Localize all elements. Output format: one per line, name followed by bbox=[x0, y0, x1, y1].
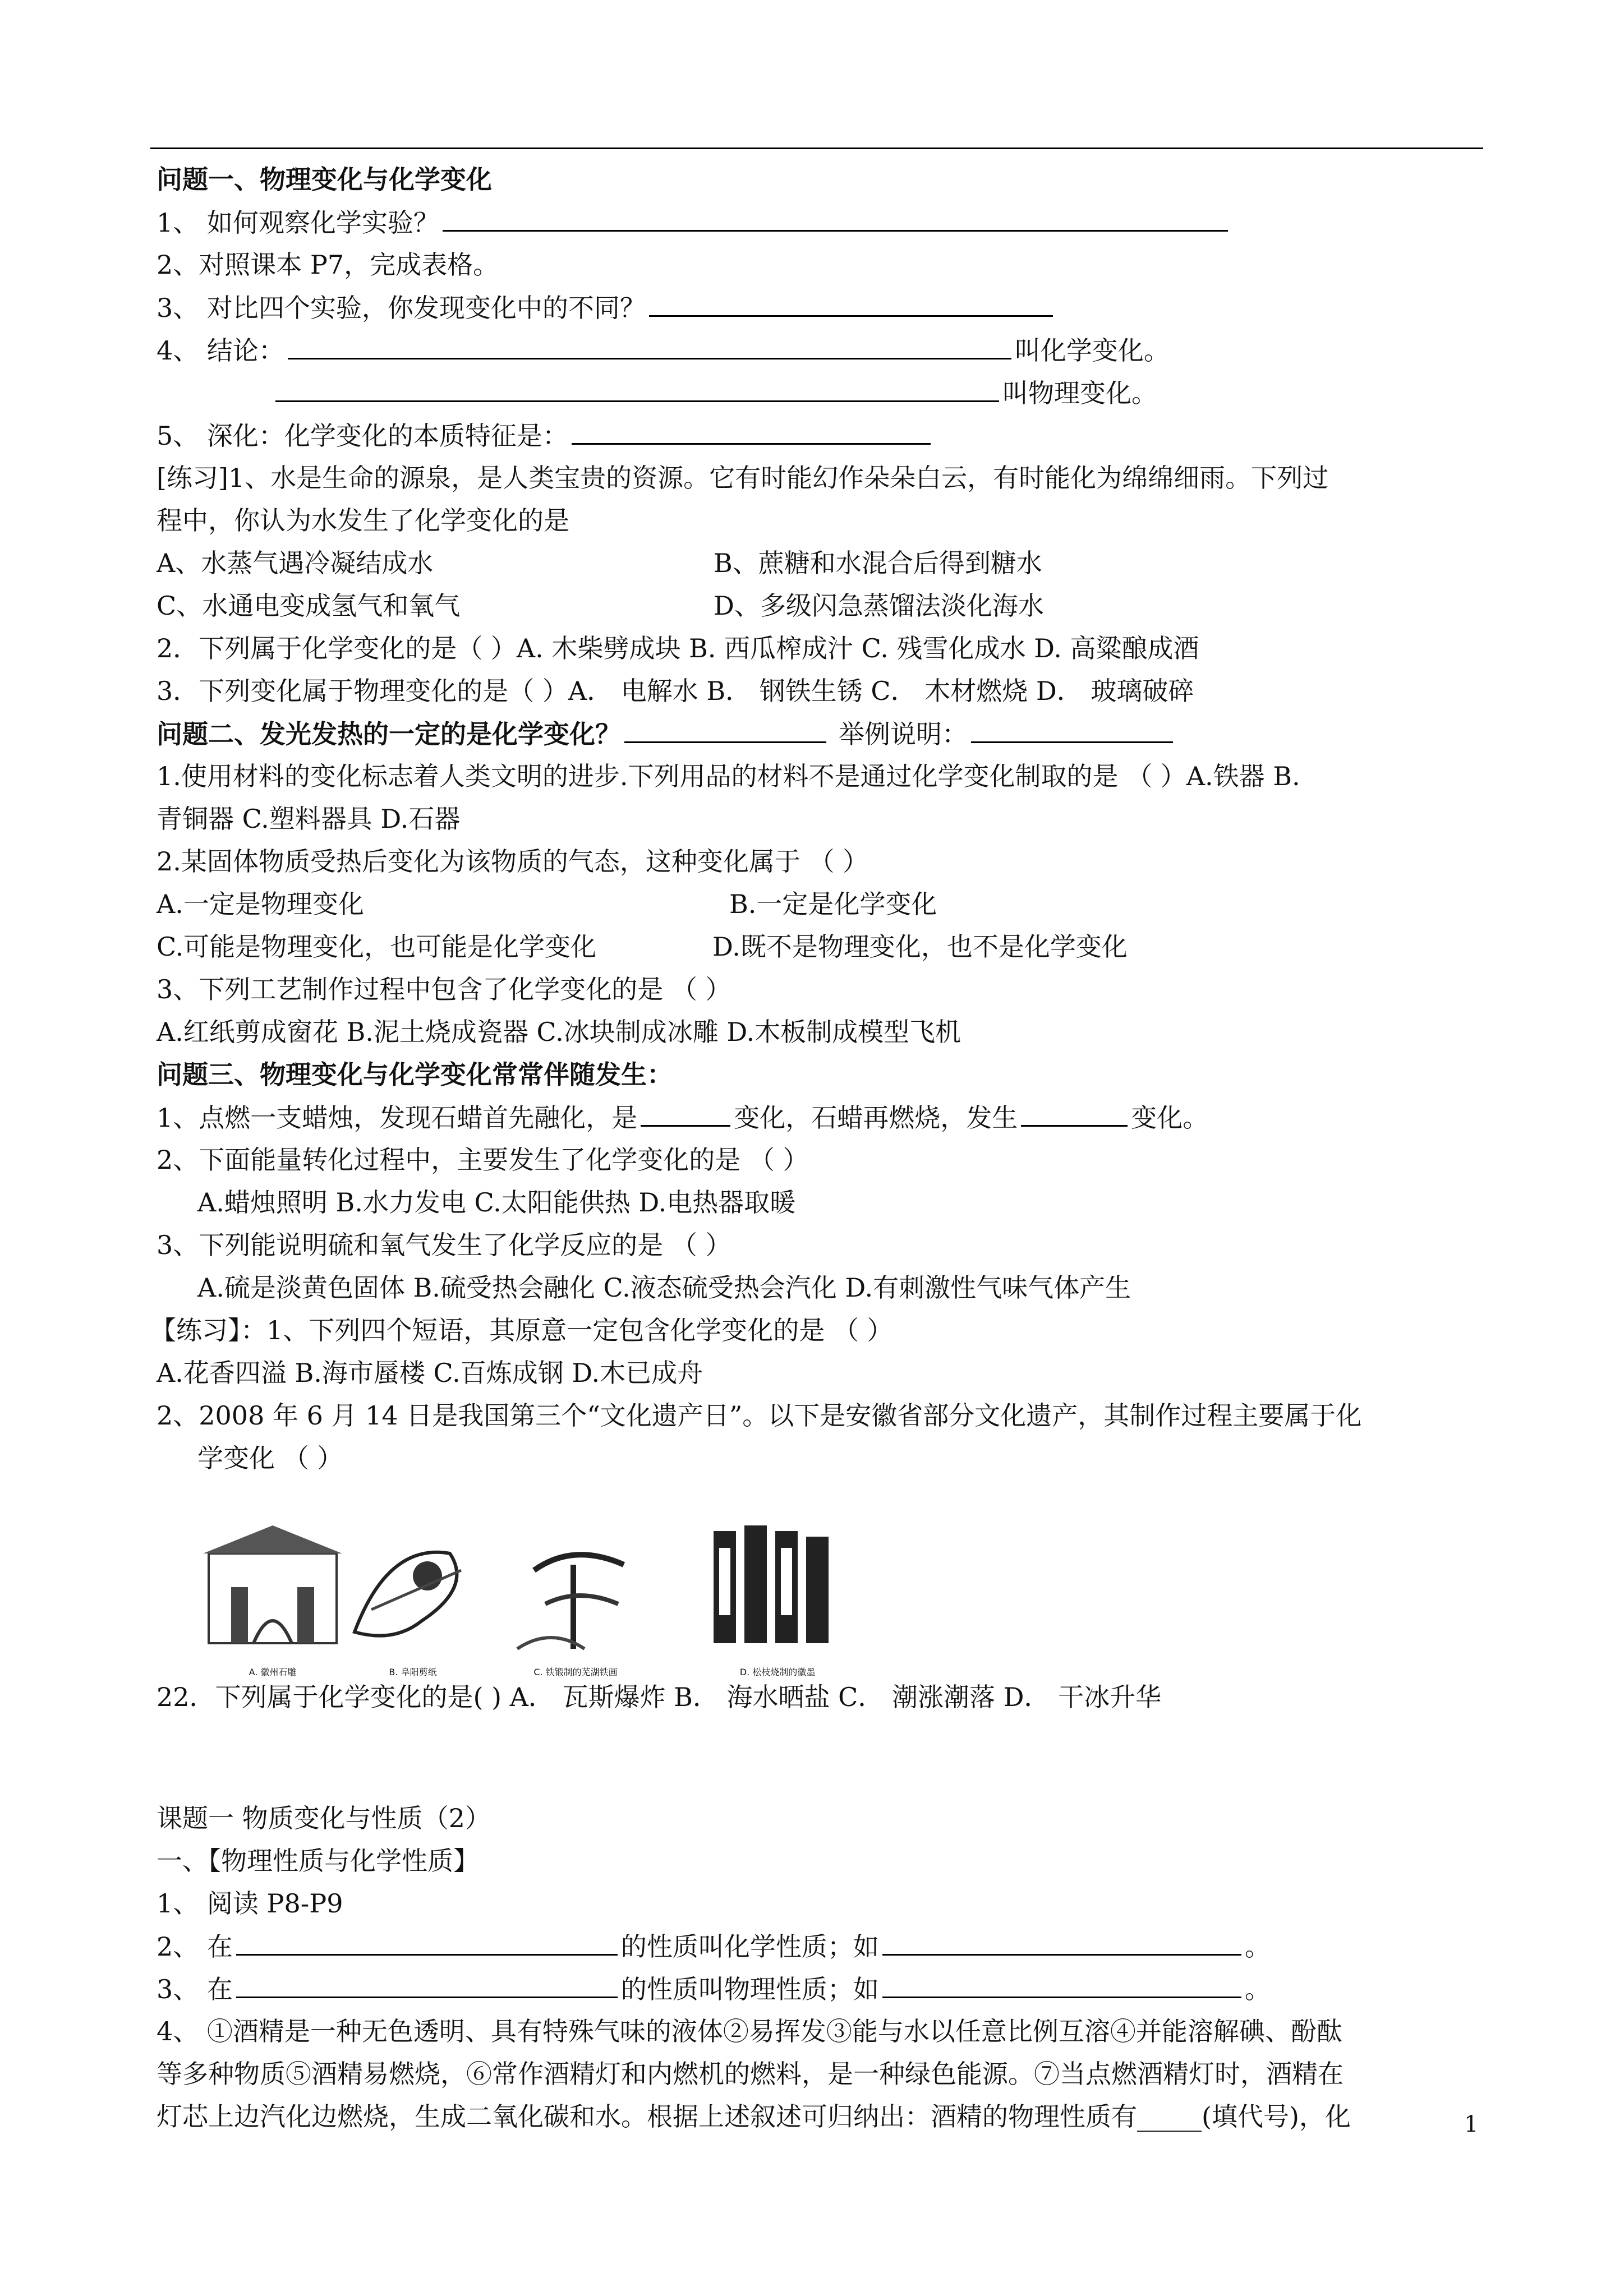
text-line: 灯芯上边汽化边燃烧，生成二氧化碳和水。根据上述叙述可归纳出：酒精的物理性质有_____(填代号)，化 bbox=[157, 2101, 1351, 2132]
text-line: 2、 在 的性质叫化学性质；如 。 bbox=[157, 1929, 1271, 1963]
answer-blank[interactable] bbox=[624, 717, 826, 743]
page-number: 1 bbox=[1464, 2111, 1479, 2137]
text-line: 等多种物质⑤酒精易燃烧，⑥常作酒精灯和内燃机的燃料，是一种绿色能源。⑦当点燃酒精灯时，酒精在 bbox=[157, 2059, 1344, 2089]
answer-blank[interactable] bbox=[572, 418, 931, 445]
answer-blank[interactable] bbox=[288, 333, 1011, 359]
text-line: 叫物理变化。 bbox=[272, 376, 1157, 410]
answer-blank[interactable] bbox=[641, 1100, 730, 1127]
answer-blank[interactable] bbox=[236, 1972, 618, 1998]
answer-blank[interactable] bbox=[275, 376, 999, 402]
answer-blank[interactable] bbox=[882, 1972, 1241, 1998]
text-line: 1、 阅读 P8-P9 bbox=[157, 1888, 343, 1919]
text-line: [练习]1、水是生命的源泉，是人类宝贵的资源。它有时能幻作朵朵白云，有时能化为绵绵细雨。下列过 bbox=[157, 463, 1329, 493]
answer-blank[interactable] bbox=[443, 205, 1228, 232]
image-stone-carving: A. 徽州石雕 bbox=[197, 1520, 348, 1679]
text-line: A.硫是淡黄色固体 B.硫受热会融化 C.液态硫受热会汽化 D.有刺激性气味气体产生 bbox=[197, 1273, 1131, 1303]
text-line: 2、对照课本 P7，完成表格。 bbox=[157, 250, 499, 280]
text-line: 22．下列属于化学变化的是( ) A． 瓦斯爆炸 B． 海水晒盐 C． 潮涨潮落 D． 干冰升华 bbox=[157, 1682, 1162, 1712]
answer-blank[interactable] bbox=[1021, 1100, 1128, 1127]
text-line: 青铜器 C.塑料器具 D.石器 bbox=[157, 804, 461, 834]
text-line: 2、2008 年 6 月 14 日是我国第三个“文化遗产日”。以下是安徽省部分文化遗产，其制作过程主要属于化 bbox=[157, 1400, 1362, 1431]
text-line: 5、 深化：化学变化的本质特征是： bbox=[157, 418, 934, 453]
header-rule bbox=[150, 147, 1483, 149]
image-paper-cut: B. 阜阳剪纸 bbox=[338, 1520, 488, 1679]
option-b: B.一定是化学变化 bbox=[729, 889, 937, 919]
heritage-images bbox=[197, 1520, 865, 1679]
text-line: 4、 结论： 叫化学变化。 bbox=[157, 333, 1170, 367]
text-line: 【练习】：1、下列四个短语，其原意一定包含化学变化的是 （ ） bbox=[150, 1315, 893, 1345]
option-d: D.既不是物理变化，也不是化学变化 bbox=[712, 932, 1128, 962]
option-c: C、水通电变成氢气和氧气 bbox=[157, 591, 461, 621]
text-line: 2.某固体物质受热后变化为该物质的气态，这种变化属于 （ ） bbox=[157, 846, 869, 877]
text-line: 2、下面能量转化过程中，主要发生了化学变化的是 （ ） bbox=[157, 1145, 809, 1175]
heading-q3: 问题三、物理变化与化学变化常常伴随发生： bbox=[157, 1059, 673, 1090]
option-a: A、水蒸气遇冷凝结成水 bbox=[157, 548, 434, 578]
section-subtitle: 一、【物理性质与化学性质】 bbox=[157, 1846, 479, 1876]
text-line: 3、下列工艺制作过程中包含了化学变化的是 （ ） bbox=[157, 974, 732, 1004]
option-b: B、蔗糖和水混合后得到糖水 bbox=[714, 548, 1042, 578]
heading-q1: 问题一、物理变化与化学变化 bbox=[157, 164, 492, 195]
text-line: 2．下列属于化学变化的是（ ）A. 木柴劈成块 B. 西瓜榨成汁 C. 残雪化成水 D. 高粱酿成酒 bbox=[157, 633, 1199, 663]
answer-blank[interactable] bbox=[971, 717, 1173, 743]
image-ink-sticks: D. 松枝烧制的徽墨 bbox=[702, 1520, 853, 1679]
option-a: A.一定是物理变化 bbox=[157, 889, 364, 919]
answer-blank[interactable] bbox=[649, 291, 1053, 317]
text-line: 3、 对比四个实验，你发现变化中的不同？ bbox=[157, 291, 1056, 325]
image-iron-painting: C. 铁锻制的芜湖铁画 bbox=[500, 1520, 651, 1679]
text-line: 1、点燃一支蜡烛，发现石蜡首先融化，是 变化，石蜡再燃烧，发生 变化。 bbox=[157, 1100, 1208, 1135]
text-line: A.花香四溢 B.海市蜃楼 C.百炼成钢 D.木已成舟 bbox=[157, 1358, 703, 1388]
text-line: A.红纸剪成窗花 B.泥土烧成瓷器 C.冰块制成冰雕 D.木板制成模型飞机 bbox=[157, 1017, 961, 1047]
text-line: 3、下列能说明硫和氧气发生了化学反应的是 （ ） bbox=[157, 1230, 732, 1260]
option-c: C.可能是物理变化，也可能是化学变化 bbox=[157, 932, 597, 962]
answer-blank[interactable] bbox=[882, 1929, 1241, 1956]
text-line: 学变化 （ ） bbox=[197, 1443, 343, 1473]
text-line: 3、 在 的性质叫物理性质；如 。 bbox=[157, 1972, 1271, 2006]
heading-q2: 问题二、发光发热的一定的是化学变化？ 举例说明： bbox=[157, 717, 1176, 751]
text-line: 1、 如何观察化学实验？ bbox=[157, 205, 1231, 239]
text-line: 程中，你认为水发生了化学变化的是 bbox=[157, 505, 569, 536]
text-line: 1.使用材料的变化标志着人类文明的进步.下列用品的材料不是通过化学变化制取的是 （ ）A.铁器 B. bbox=[157, 761, 1300, 791]
section-title: 课题一 物质变化与性质（2） bbox=[157, 1803, 491, 1833]
text-line: 3．下列变化属于物理变化的是（ ）A． 电解水 B． 钢铁生锈 C． 木材燃烧 D． 玻璃破碎 bbox=[157, 676, 1194, 706]
answer-blank[interactable] bbox=[236, 1929, 618, 1956]
option-d: D、多级闪急蒸馏法淡化海水 bbox=[714, 591, 1044, 621]
text-line: A.蜡烛照明 B.水力发电 C.太阳能供热 D.电热器取暖 bbox=[197, 1187, 796, 1218]
text-line: 4、 ①酒精是一种无色透明、具有特殊气味的液体②易挥发③能与水以任意比例互溶④并能溶解碘、酚酞 bbox=[157, 2016, 1342, 2046]
